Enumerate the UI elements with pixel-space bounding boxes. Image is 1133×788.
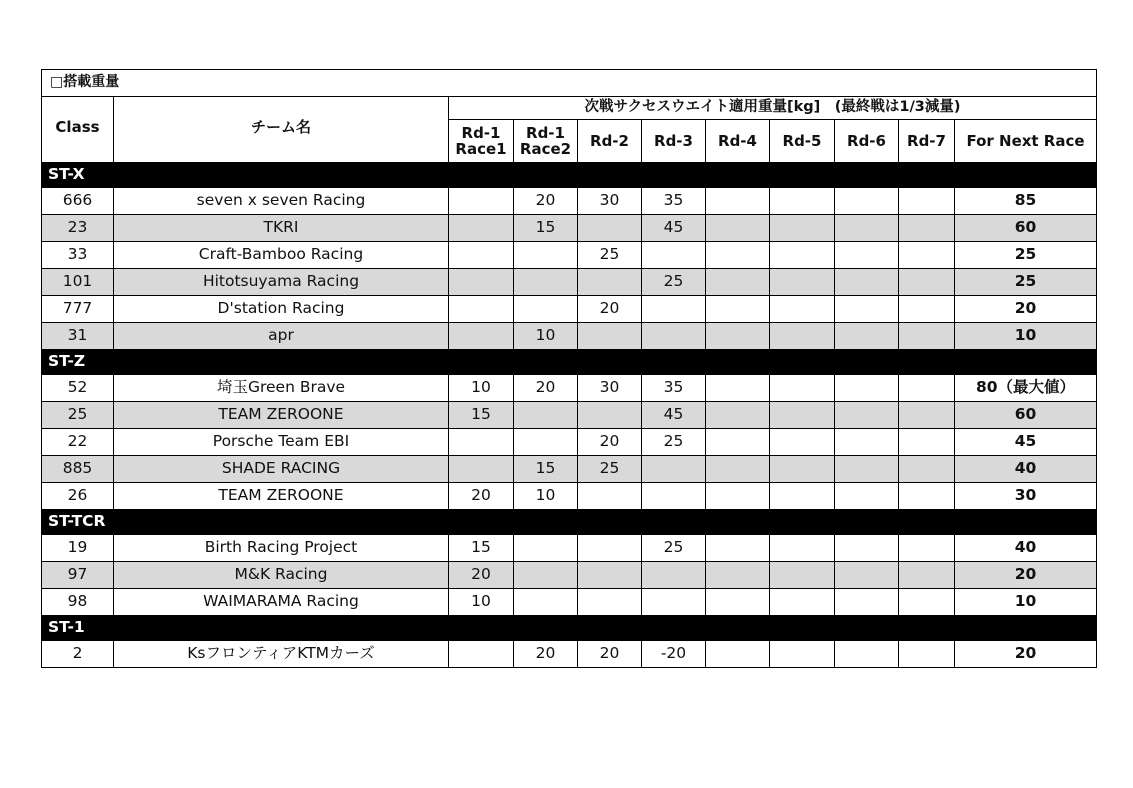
weight-cell: 25 — [642, 429, 706, 456]
car-number: 97 — [42, 562, 114, 589]
team-name: Hitotsuyama Racing — [114, 269, 449, 296]
class-row-filler — [449, 350, 514, 375]
weight-cell — [449, 188, 514, 215]
car-number: 2 — [42, 641, 114, 668]
weight-cell — [835, 483, 899, 510]
car-number: 23 — [42, 215, 114, 242]
weight-cell — [706, 429, 770, 456]
weight-cell: 20 — [578, 429, 642, 456]
weight-cell — [770, 375, 835, 402]
class-row-filler — [449, 616, 514, 641]
class-name: ST-1 — [42, 616, 114, 641]
weight-cell: 30 — [578, 188, 642, 215]
weight-cell — [770, 562, 835, 589]
team-name: apr — [114, 323, 449, 350]
weight-cell — [514, 269, 578, 296]
class-row-filler — [770, 616, 835, 641]
weight-cell — [770, 483, 835, 510]
weight-cell — [899, 483, 955, 510]
car-number: 98 — [42, 589, 114, 616]
for-next-race-header: For Next Race — [955, 120, 1097, 163]
weight-cell — [899, 429, 955, 456]
table-row — [42, 269, 1097, 296]
weight-cell — [835, 402, 899, 429]
class-row-filler — [899, 163, 955, 188]
weight-cell — [578, 589, 642, 616]
class-row-filler — [578, 510, 642, 535]
weight-cell: 25 — [642, 535, 706, 562]
class-row-filler — [578, 616, 642, 641]
next-race-weight: 40 — [955, 456, 1097, 483]
table-row — [42, 296, 1097, 323]
table-row — [42, 562, 1097, 589]
car-number: 25 — [42, 402, 114, 429]
team-name: 埼玉Green Brave — [114, 375, 449, 402]
weight-cell — [706, 375, 770, 402]
weight-cell — [770, 456, 835, 483]
car-number: 33 — [42, 242, 114, 269]
weight-cell — [449, 269, 514, 296]
weight-cell — [578, 402, 642, 429]
class-row-filler — [706, 163, 770, 188]
round-header: Rd-6 — [835, 120, 899, 163]
weight-cell: 20 — [514, 188, 578, 215]
table-row — [42, 456, 1097, 483]
class-row-filler — [899, 616, 955, 641]
weight-cell: 15 — [449, 402, 514, 429]
next-race-weight: 10 — [955, 323, 1097, 350]
weight-cell — [449, 323, 514, 350]
weight-cell — [899, 242, 955, 269]
weight-cell — [706, 215, 770, 242]
class-row-filler — [899, 350, 955, 375]
weight-cell — [899, 269, 955, 296]
class-name: ST-TCR — [42, 510, 114, 535]
weight-cell: 35 — [642, 188, 706, 215]
class-name: ST-Z — [42, 350, 114, 375]
weight-cell: 25 — [578, 456, 642, 483]
class-row-filler — [955, 163, 1097, 188]
class-row-filler — [114, 163, 449, 188]
team-name: KsフロンティアKTMカーズ — [114, 641, 449, 668]
class-row-filler — [578, 350, 642, 375]
class-row-filler — [114, 350, 449, 375]
weight-cell — [770, 429, 835, 456]
team-name: D'station Racing — [114, 296, 449, 323]
class-row-filler — [449, 510, 514, 535]
class-row-filler — [770, 163, 835, 188]
class-group-row — [42, 616, 1097, 641]
weight-cell — [642, 296, 706, 323]
class-row-filler — [835, 510, 899, 535]
weight-cell: 10 — [449, 375, 514, 402]
round-header: Rd-7 — [899, 120, 955, 163]
weight-cell: 20 — [514, 641, 578, 668]
next-race-weight: 45 — [955, 429, 1097, 456]
weight-cell — [706, 323, 770, 350]
round-header: Rd-1 Race1 — [449, 120, 514, 163]
class-row-filler — [642, 350, 706, 375]
weight-cell — [770, 215, 835, 242]
weight-cell — [514, 535, 578, 562]
weight-cell — [835, 375, 899, 402]
weight-cell — [706, 641, 770, 668]
weight-cell — [770, 589, 835, 616]
class-row-filler — [955, 616, 1097, 641]
car-number: 19 — [42, 535, 114, 562]
weight-cell — [899, 641, 955, 668]
weight-cell — [706, 296, 770, 323]
weight-cell: -20 — [642, 641, 706, 668]
next-race-weight: 25 — [955, 269, 1097, 296]
weight-cell — [899, 535, 955, 562]
class-row-filler — [514, 163, 578, 188]
weight-cell — [770, 641, 835, 668]
team-name: WAIMARAMA Racing — [114, 589, 449, 616]
weight-cell — [770, 188, 835, 215]
table-row — [42, 589, 1097, 616]
weight-cell: 10 — [514, 323, 578, 350]
weight-cell — [835, 456, 899, 483]
title-row — [42, 70, 1097, 97]
next-race-weight: 20 — [955, 641, 1097, 668]
round-header: Rd-4 — [706, 120, 770, 163]
success-weight-table — [41, 69, 1097, 668]
car-number: 666 — [42, 188, 114, 215]
class-row-filler — [578, 163, 642, 188]
weight-cell: 30 — [578, 375, 642, 402]
weight-cell: 45 — [642, 215, 706, 242]
weight-cell — [514, 402, 578, 429]
weight-cell — [899, 456, 955, 483]
table-row — [42, 429, 1097, 456]
team-name: Craft-Bamboo Racing — [114, 242, 449, 269]
car-number: 885 — [42, 456, 114, 483]
next-race-weight: 20 — [955, 296, 1097, 323]
table-title: □搭載重量 — [42, 70, 1097, 97]
class-group-row — [42, 350, 1097, 375]
class-row-filler — [706, 510, 770, 535]
weight-cell — [899, 296, 955, 323]
table-row — [42, 641, 1097, 668]
next-race-weight: 10 — [955, 589, 1097, 616]
team-name: Porsche Team EBI — [114, 429, 449, 456]
class-row-filler — [642, 163, 706, 188]
weight-cell — [578, 323, 642, 350]
class-row-filler — [955, 350, 1097, 375]
next-race-weight: 85 — [955, 188, 1097, 215]
next-race-weight: 25 — [955, 242, 1097, 269]
next-race-weight: 60 — [955, 215, 1097, 242]
table-row — [42, 188, 1097, 215]
team-name: seven x seven Racing — [114, 188, 449, 215]
car-number: 52 — [42, 375, 114, 402]
weight-cell — [899, 375, 955, 402]
weight-cell — [835, 535, 899, 562]
weight-cell: 35 — [642, 375, 706, 402]
weight-cell — [835, 188, 899, 215]
team-name: TEAM ZEROONE — [114, 402, 449, 429]
weight-cell — [899, 188, 955, 215]
weight-cell: 45 — [642, 402, 706, 429]
class-row-filler — [114, 616, 449, 641]
class-row-filler — [955, 510, 1097, 535]
car-number: 22 — [42, 429, 114, 456]
class-row-filler — [770, 510, 835, 535]
team-name: TEAM ZEROONE — [114, 483, 449, 510]
table-row — [42, 483, 1097, 510]
weight-cell — [899, 215, 955, 242]
weight-cell — [706, 402, 770, 429]
class-row-filler — [899, 510, 955, 535]
weight-cell — [706, 483, 770, 510]
class-row-filler — [449, 163, 514, 188]
weight-cell: 10 — [514, 483, 578, 510]
class-row-filler — [770, 350, 835, 375]
round-header: Rd-5 — [770, 120, 835, 163]
weight-title-header: 次戦サクセスウエイト適用重量[kg] (最終戦は1/3減量) — [449, 97, 1097, 120]
weight-cell — [706, 242, 770, 269]
weight-cell — [835, 562, 899, 589]
class-row-filler — [514, 616, 578, 641]
weight-cell — [514, 242, 578, 269]
weight-cell: 15 — [514, 215, 578, 242]
weight-cell — [449, 215, 514, 242]
weight-cell — [899, 402, 955, 429]
weight-cell — [835, 296, 899, 323]
weight-cell — [706, 562, 770, 589]
weight-cell — [514, 562, 578, 589]
class-row-filler — [835, 163, 899, 188]
team-name: Birth Racing Project — [114, 535, 449, 562]
weight-cell — [899, 562, 955, 589]
header-row-1 — [42, 97, 1097, 120]
weight-cell: 20 — [578, 641, 642, 668]
table-row — [42, 535, 1097, 562]
weight-cell — [835, 215, 899, 242]
weight-cell — [449, 296, 514, 323]
weight-cell — [449, 641, 514, 668]
round-header: Rd-3 — [642, 120, 706, 163]
weight-cell — [770, 323, 835, 350]
weight-cell: 15 — [514, 456, 578, 483]
table-row — [42, 215, 1097, 242]
weight-cell: 20 — [449, 483, 514, 510]
next-race-weight: 30 — [955, 483, 1097, 510]
class-row-filler — [706, 350, 770, 375]
next-race-weight: 40 — [955, 535, 1097, 562]
weight-cell — [642, 562, 706, 589]
round-header: Rd-2 — [578, 120, 642, 163]
weight-cell — [835, 242, 899, 269]
class-row-filler — [514, 510, 578, 535]
team-name: M&K Racing — [114, 562, 449, 589]
weight-cell — [770, 296, 835, 323]
round-header: Rd-1 Race2 — [514, 120, 578, 163]
weight-cell — [706, 589, 770, 616]
weight-cell — [835, 269, 899, 296]
class-group-row — [42, 510, 1097, 535]
weight-cell — [449, 456, 514, 483]
class-row-filler — [514, 350, 578, 375]
next-race-weight: 20 — [955, 562, 1097, 589]
weight-cell — [706, 535, 770, 562]
weight-cell — [899, 589, 955, 616]
class-row-filler — [642, 616, 706, 641]
weight-cell — [835, 641, 899, 668]
weight-cell — [514, 429, 578, 456]
weight-cell — [770, 269, 835, 296]
table-row — [42, 242, 1097, 269]
weight-cell — [835, 323, 899, 350]
table-row — [42, 402, 1097, 429]
class-name: ST-X — [42, 163, 114, 188]
weight-cell — [642, 242, 706, 269]
weight-cell — [835, 429, 899, 456]
next-race-weight: 80（最大値） — [955, 375, 1097, 402]
weight-cell — [578, 535, 642, 562]
weight-cell: 10 — [449, 589, 514, 616]
class-row-filler — [642, 510, 706, 535]
weight-cell — [642, 323, 706, 350]
weight-cell — [899, 323, 955, 350]
weight-cell — [642, 589, 706, 616]
weight-cell — [706, 269, 770, 296]
car-number: 101 — [42, 269, 114, 296]
weight-cell — [578, 215, 642, 242]
table-row — [42, 375, 1097, 402]
car-number: 777 — [42, 296, 114, 323]
weight-cell — [514, 589, 578, 616]
weight-cell — [514, 296, 578, 323]
weight-cell — [835, 589, 899, 616]
weight-cell — [578, 562, 642, 589]
team-name: TKRI — [114, 215, 449, 242]
class-row-filler — [835, 616, 899, 641]
weight-cell: 25 — [642, 269, 706, 296]
weight-cell: 25 — [578, 242, 642, 269]
weight-cell: 20 — [514, 375, 578, 402]
weight-cell — [449, 242, 514, 269]
table-row — [42, 323, 1097, 350]
weight-cell: 15 — [449, 535, 514, 562]
weight-cell — [642, 456, 706, 483]
class-header: Class — [42, 97, 114, 163]
weight-cell — [770, 402, 835, 429]
weight-cell: 20 — [578, 296, 642, 323]
class-group-row — [42, 163, 1097, 188]
weight-cell — [770, 242, 835, 269]
team-name-header: チーム名 — [114, 97, 449, 163]
weight-cell — [642, 483, 706, 510]
team-name: SHADE RACING — [114, 456, 449, 483]
weight-cell — [706, 188, 770, 215]
class-row-filler — [835, 350, 899, 375]
car-number: 26 — [42, 483, 114, 510]
weight-cell — [578, 483, 642, 510]
class-row-filler — [706, 616, 770, 641]
class-row-filler — [114, 510, 449, 535]
weight-cell — [770, 535, 835, 562]
weight-cell — [706, 456, 770, 483]
next-race-weight: 60 — [955, 402, 1097, 429]
weight-cell: 20 — [449, 562, 514, 589]
weight-cell — [449, 429, 514, 456]
car-number: 31 — [42, 323, 114, 350]
weight-cell — [578, 269, 642, 296]
